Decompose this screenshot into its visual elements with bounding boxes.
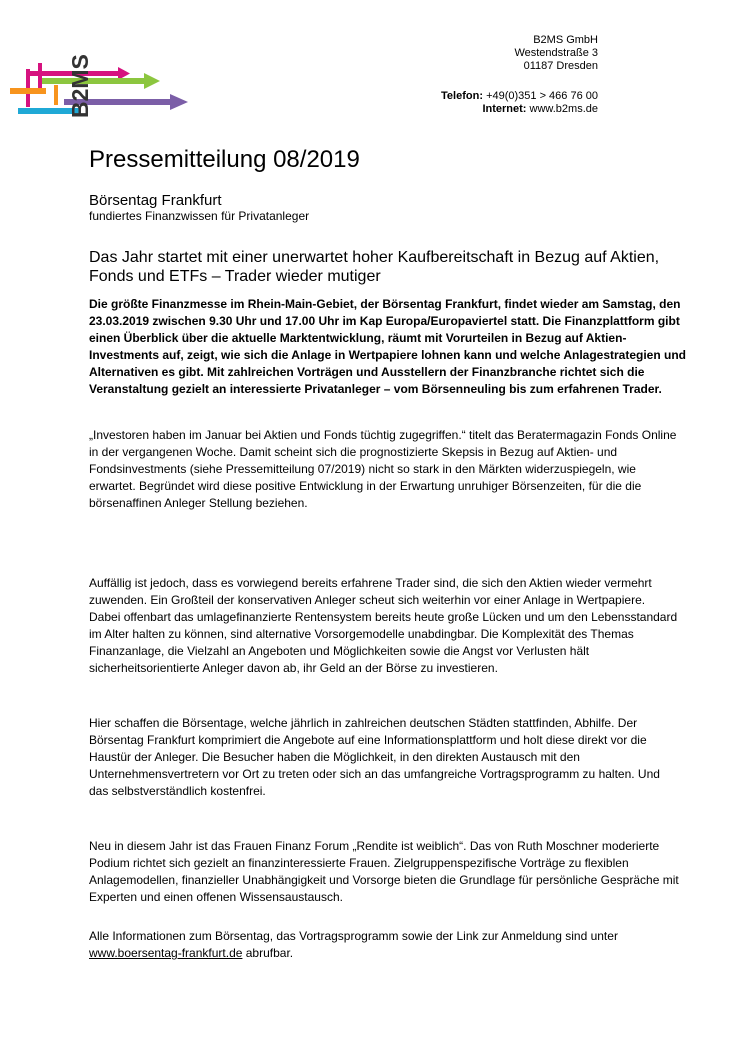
- event-name: Börsentag Frankfurt: [89, 192, 222, 209]
- paragraph-5: [89, 928, 679, 962]
- phone-number: +49(0)351 > 466 76 00: [486, 90, 598, 102]
- company-city: 01187 Dresden: [523, 60, 598, 72]
- event-tagline: fundiertes Finanzwissen für Privatanleger: [89, 209, 310, 223]
- paragraph-3: Hier schaffen die Börsentage, welche jährlich in zahlreichen deutschen Städten stattfinden, Abhilfe. Der Börsentag Frankfurt komprimiert die Angebote auf eine Informationsplattform und holt diese direkt vor die Haustür der Anleger. Die Besucher haben die Möglichkeit, in den direkten Austausch mit den Unternehmensvertretern vor Ort zu treten oder sich an das umfangreiche Vortragsprogramm zu halten. Und das selbstverständlich kostenfrei.: [89, 716, 660, 798]
- b2ms-logo: [8, 38, 193, 124]
- logo-text: B2MS: [67, 54, 93, 118]
- paragraph-5-text-before: Alle Informationen zum Börsentag, das Vortragsprogramm sowie der Link zur Anmeldung sind unter: [89, 929, 618, 943]
- lead-paragraph: Die größte Finanzmesse im Rhein-Main-Gebiet, der Börsentag Frankfurt, findet wieder am Samstag, den 23.03.2019 zwischen 9.30 Uhr und 17.00 Uhr im Kap Europa/Europaviertel statt. Die Finanzplattform gibt einen Überblick über die aktuelle Marktentwicklung, räumt mit Vorurteilen in Bezug auf Aktien-Investments auf, zeigt, wie sich die Anlage in Wertpapiere lohnen kann und welche Anlagestrategien und Alternativen es gibt. Mit zahlreichen Vorträgen und Ausstellern der Finanzbranche richtet sich die Veranstaltung gezielt an interessierte Privatanleger – vom Börsenneuling bis zum erfahrenen Trader.: [89, 297, 687, 396]
- company-street: Westendstraße 3: [514, 47, 598, 59]
- page-title: Pressemitteilung 08/2019: [89, 146, 360, 173]
- paragraph-2: Auffällig ist jedoch, dass es vorwiegend bereits erfahrene Trader sind, die sich den Aktien wieder vermehrt zuwenden. Ein Großteil der konservativen Anleger scheut sich weiterhin vor einer Anlage in Wertpapiere. Dabei offenbart das umlagefinanzierte Rentensystem bereits heute große Lücken und um den Lebensstandard im Alter halten zu können, sind alternative Vorsorgemodelle unabdingbar. Die Komplexität des Themas Finanzanlage, die Vielzahl an Angeboten und Möglichkeiten sowie die Angst vor Verlusten hält sicherheitsorientierte Anleger davon ab, ihr Geld an der Börse zu investieren.: [89, 576, 678, 675]
- contact-info: [441, 90, 598, 116]
- paragraph-1: „Investoren haben im Januar bei Aktien und Fonds tüchtig zugegriffen.“ titelt das Beratermagazin Fonds Online in der vergangenen Woche. Damit scheint sich die prognostizierte Skepsis in Bezug auf Aktien- und Fondsinvestments (siehe Pressemitteilung 07/2019) nicht so stark in den Märkten widerzuspiegeln, wie erwartet. Begründet wird diese positive Entwicklung in der Erwartung unruhiger Börsenzeiten, für die die börsenaffinen Anleger Stellung beziehen.: [89, 428, 677, 510]
- phone-label: Telefon:: [441, 90, 483, 102]
- company-name: B2MS GmbH: [533, 34, 598, 46]
- web-address: www.b2ms.de: [529, 103, 598, 115]
- web-label: Internet:: [482, 103, 527, 115]
- paragraph-4: Neu in diesem Jahr ist das Frauen Finanz Forum „Rendite ist weiblich“. Das von Ruth Moschner moderierte Podium richtet sich gezielt an finanzinteressierte Frauen. Zielgruppenspezifische Vorträge zu flexiblen Anlagemodellen, finanzieller Unabhängigkeit und Vorsorge bieten die Grundlage für persönliche Gespräche mit Experten und einen offenen Wissensaustausch.: [89, 839, 679, 904]
- headline: Das Jahr startet mit einer unerwartet hoher Kaufbereitschaft in Bezug auf Aktien, Fonds und ETFs – Trader wieder mutiger: [89, 249, 660, 285]
- paragraph-5-text-after: abrufbar.: [242, 946, 294, 960]
- event-website-link[interactable]: www.boersentag-frankfurt.de: [89, 946, 243, 960]
- company-address: [514, 34, 598, 73]
